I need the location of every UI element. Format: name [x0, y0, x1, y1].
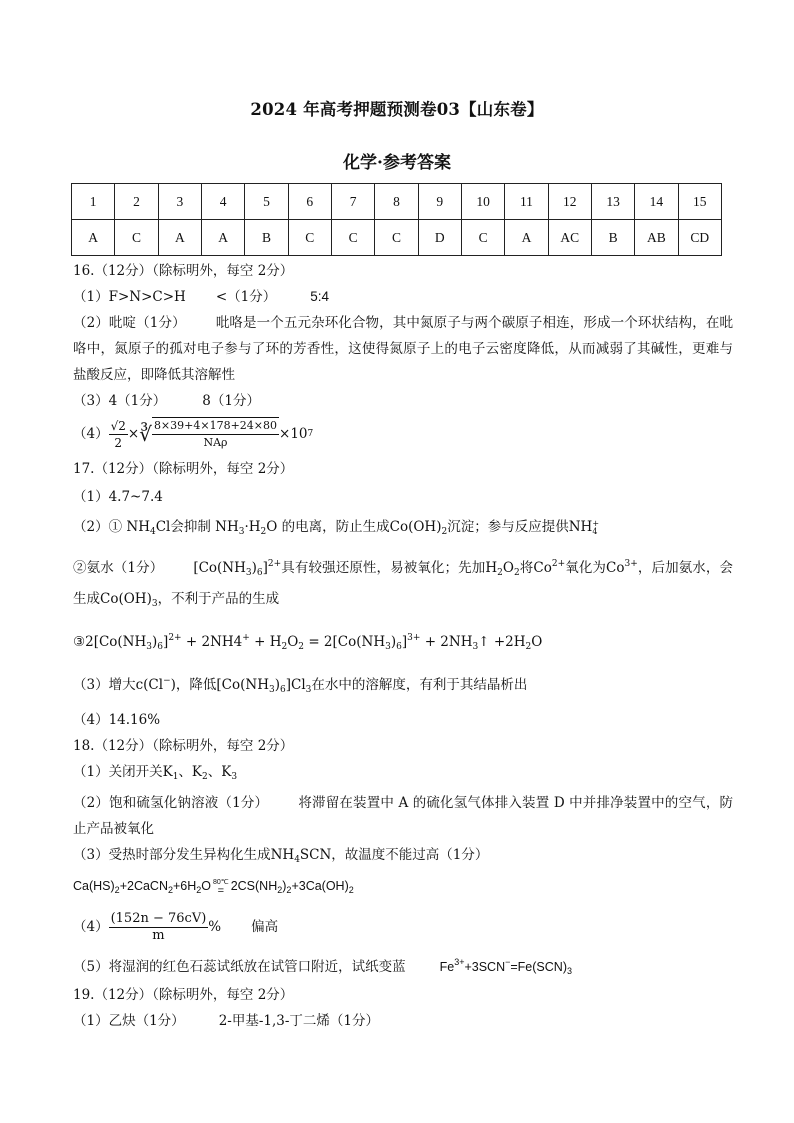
q16-density-fraction: $\frac{8\times 39+4\times 178+24\times 80}{\text{NAρ}}$: [153, 419, 278, 449]
q18-equation: $Ca(HS)_2+2CaCN_2+6H_2O$ 80℃ = $2CS(NH_2)_2+3Ca(OH)_2$: [73, 878, 354, 897]
exponent: 7: [307, 429, 314, 439]
question-number-cell: 4: [201, 184, 244, 220]
times-symbol: ×: [127, 426, 140, 442]
answer-cell: B: [591, 220, 634, 256]
question-number-cell: 7: [331, 184, 374, 220]
subscript: 3: [238, 527, 245, 537]
question-number-cell: 3: [158, 184, 201, 220]
percent-sign: %: [208, 919, 222, 935]
question-number-cell: 5: [245, 184, 288, 220]
page-title: 2024 年高考押题预测卷03【山东卷】: [250, 100, 544, 119]
q16-part4: [73, 414, 733, 454]
q16-part1-ratio: 5:4: [310, 289, 329, 304]
q17-part2-text: （2）① NH: [73, 519, 150, 535]
q17-part2-text: O 的电离，防止生成Co(OH): [266, 519, 442, 535]
q16-part3-answer-a: （3）4（1分）: [73, 393, 167, 409]
q17-part1: （1）4.7~7.4: [73, 489, 163, 505]
question-number-cell: 1: [72, 184, 115, 220]
subscript: 2: [441, 527, 448, 537]
q17-part2-text: ·H: [244, 519, 261, 535]
subscript: 4: [149, 527, 156, 537]
answer-cell: A: [201, 220, 244, 256]
question-number-cell: 12: [548, 184, 591, 220]
q16-part3-answer-b: 8（1分）: [202, 393, 260, 409]
answer-cell: C: [115, 220, 158, 256]
reaction-condition: 80℃ =: [213, 878, 229, 897]
q17-ammonia-answer: ②氨水（1分）: [73, 560, 164, 576]
question-number-cell: 15: [678, 184, 721, 220]
q16-part2: [73, 310, 733, 388]
q16-part1-compare: <（1分）: [215, 289, 277, 305]
answer-cell: C: [461, 220, 504, 256]
answer-number-row: [72, 184, 722, 220]
q16-part3: [73, 390, 733, 412]
question-number-cell: 8: [375, 184, 418, 220]
q18-purity-fraction: $\frac{(152n - 76cV)}{m}$: [110, 910, 207, 943]
question-number-cell: 6: [288, 184, 331, 220]
q18-part2: （2）饱和硫氢化钠溶液（1分） 将滞留在装置中 A 的硫化氢气体排入装置 D 中并排净装置中的空气，防止产品被氧化: [73, 795, 733, 837]
answer-cell: D: [418, 220, 461, 256]
q16-heading: 16.（12分）（除标明外，每空 2分）: [73, 263, 294, 279]
q18-part5: （5）将湿润的红色石蕊试纸放在试管口附近，试纸变蓝 $Fe^{3+}+3SCN^-=Fe(SCN)_3$: [73, 957, 572, 976]
answer-cell: C: [331, 220, 374, 256]
q18-part5-equation: $Fe^{3+}+3SCN^-=Fe(SCN)_3$: [439, 957, 572, 976]
q16-sqrt2-fraction: $\frac{√2}{2}$: [110, 418, 126, 450]
q18-part1: （1）关闭开关$K_1$、$K_2$、$K_3$: [73, 764, 238, 782]
q17-part2-second: ②氨水（1分） $[Co(NH_3)_6]^{2+}$具有较强还原性，易被氧化；先加$H_2O_2$将$Co^{2+}$氧化为$Co^{3+}$，后加氨水，会生成$Co(OH)_3$，不利于产品的生成: [73, 559, 733, 609]
cube-root-symbol: ∛: [139, 422, 152, 446]
q18-part3: （3）受热时部分发生异构化生成$NH_4SCN$，故温度不能过高（1分）: [73, 847, 489, 865]
q16-part2-explanation: 吡咯是一个五元杂环化合物，其中氮原子与两个碳原子相连，形成一个环状结构，在吡咯中，氮原子的孤对电子参与了环的芳香性，这使得氮原子上的电子云密度降低，从而减弱了其碱性，更难与盐酸反应，即降低其溶解性: [73, 315, 733, 383]
answer-cell: A: [158, 220, 201, 256]
q17-part4: （4）14.16%: [73, 712, 161, 728]
q17-part3: （3）增大c(Cl−)，降低$[Co(NH_3)_6]Cl_3$在水中的溶解度，有利于其结晶析出: [73, 676, 528, 695]
q17-part2-text: 沉淀；参与反应提供NH: [447, 519, 593, 535]
question-number-cell: 13: [591, 184, 634, 220]
answer-key-row: [72, 220, 722, 256]
q17-part2: [73, 516, 733, 543]
answer-cell: AC: [548, 220, 591, 256]
q17-heading: 17.（12分）（除标明外，每空 2分）: [73, 461, 294, 477]
q17-equation: $③2[Co(NH_3)_6]^{2+} + 2NH4^+ + H_2O_2 = 2[Co(NH_3)_6]^{3+}$ + $2NH_3↑ +2H_2O$: [73, 633, 543, 652]
answer-cell: CD: [678, 220, 721, 256]
answer-cell: AB: [635, 220, 678, 256]
question-number-cell: 2: [115, 184, 158, 220]
answer-cell: C: [375, 220, 418, 256]
answer-content: [73, 260, 733, 1032]
answer-cell: A: [505, 220, 548, 256]
q18-heading: 18.（12分）（除标明外，每空 2分）: [73, 738, 294, 754]
page-subtitle: 化学·参考答案: [343, 153, 451, 173]
times-ten: ×10: [279, 426, 308, 442]
answer-table: [71, 183, 722, 256]
q17-part2-text: Cl会抑制 NH: [155, 519, 239, 535]
subscript: 2: [260, 527, 267, 537]
q19-part1: （1）乙炔（1分） 2-甲基-1,3-丁二烯（1分）: [73, 1013, 380, 1029]
q18-part4: （4） $\frac{(152n - 76cV)}{m}$ % 偏高: [73, 910, 279, 943]
answer-cell: B: [245, 220, 288, 256]
ammonium-charge: + 4: [592, 518, 600, 536]
q16-part1: [73, 286, 733, 308]
q16-part1-answer: （1）F>N>C>H: [73, 289, 186, 305]
q16-part2-answer: （2）吡啶（1分）: [73, 315, 186, 331]
question-number-cell: 10: [461, 184, 504, 220]
question-number-cell: 14: [635, 184, 678, 220]
answer-cell: C: [288, 220, 331, 256]
question-number-cell: 11: [505, 184, 548, 220]
q19-heading: 19.（12分）（除标明外，每空 2分）: [73, 987, 294, 1003]
q16-part4-label: （4）: [73, 426, 109, 442]
q18-part4-error: 偏高: [251, 919, 279, 935]
question-number-cell: 9: [418, 184, 461, 220]
answer-cell: A: [72, 220, 115, 256]
